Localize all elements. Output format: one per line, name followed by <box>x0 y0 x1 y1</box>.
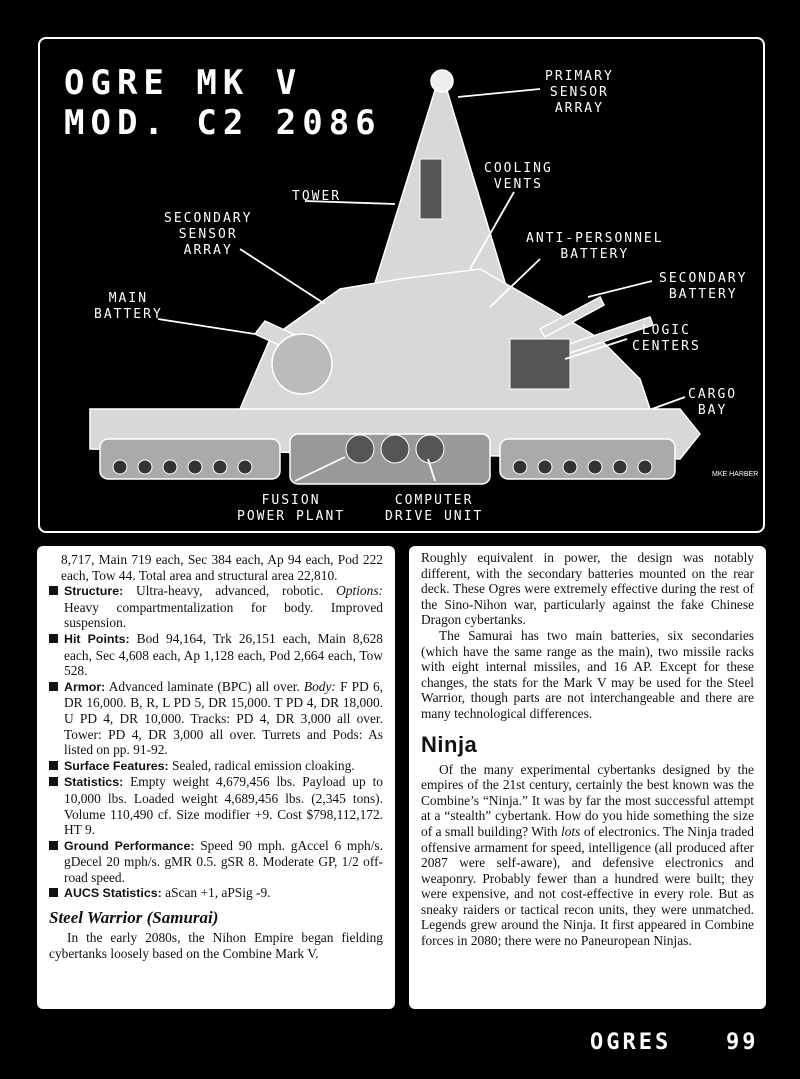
stats-label: Ground Performance: <box>64 838 195 853</box>
callout-primary-sensor-array: PRIMARY SENSOR ARRAY <box>545 69 614 116</box>
stats-label: Hit Points: <box>64 631 130 646</box>
callout-anti-personnel-battery: ANTI-PERSONNEL BATTERY <box>526 231 664 262</box>
stats-item: Statistics: Empty weight 4,679,456 lbs. Payload up to 10,000 lbs. Loaded weight 4,689,456 lbs. (2,345 tons). Volume 110,490 cf. Size modifier +9. Cost $798,112,172. HT 9. <box>49 774 383 837</box>
steel-warrior-paragraph: In the early 2080s, the Nihon Empire began fielding cybertanks loosely based on the Combine Mark V. <box>49 930 383 961</box>
illustration-panel <box>38 37 765 533</box>
main-battery-turret <box>272 334 332 394</box>
callout-main-battery: MAIN BATTERY <box>94 291 163 322</box>
stats-item: Structure: Ultra-heavy, advanced, robotic. Options: Heavy compartmentalization for body. Improved suspension. <box>49 583 383 631</box>
callout-cargo-bay: CARGO BAY <box>688 387 738 418</box>
callout-tower: TOWER <box>292 189 342 204</box>
callout-computer-drive-unit: COMPUTER DRIVE UNIT <box>385 493 484 524</box>
callout-fusion-power-plant: FUSION POWER PLANT <box>237 493 346 524</box>
illustration-title-line1: OGRE MK V <box>64 63 303 103</box>
samurai-paragraph-2: The Samurai has two main batteries, six secondaries (which have the same range as the main), two missile racks with eight internal missiles, and 16 AP. Except for these changes, the stats for the Mark V may be used for the Steel Warrior, though parts are not interchangeable and there are many technological differences. <box>421 627 754 721</box>
bullet-square-icon <box>49 586 58 595</box>
callout-logic-centers: LOGIC CENTERS <box>632 323 701 354</box>
callout-cooling-vents: COOLING VENTS <box>484 161 553 192</box>
bullet-square-icon <box>49 761 58 770</box>
callout-secondary-sensor-array: SECONDARY SENSOR ARRAY <box>164 211 253 258</box>
fusion-reactor-core <box>381 435 409 463</box>
stats-label: Structure: <box>64 584 124 599</box>
stats-item: Ground Performance: Speed 90 mph. gAccel 6 mph/s. gDecel 20 mph/s. gMR 0.5. gSR 8. Moderate GP, 1/2 off-road speed. <box>49 838 383 886</box>
bullet-square-icon <box>49 682 58 691</box>
logic-center-block <box>510 339 570 389</box>
stats-item: Hit Points: Bod 94,164, Trk 26,151 each, Main 8,628 each, Sec 4,608 each, Ap 1,128 each, Pod 2,664 each, Tow 528. <box>49 631 383 679</box>
artist-signature: MKE HARBER <box>712 471 759 478</box>
stats-list <box>49 583 383 902</box>
cooling-vent-slot <box>420 159 442 219</box>
bullet-square-icon <box>49 777 58 786</box>
ninja-heading: Ninja <box>421 731 478 757</box>
stats-label: AUCS Statistics: <box>64 886 162 901</box>
ninja-paragraph: Of the many experimental cybertanks designed by the empires of the 21st century, certainly the best known was the Combine’s “Ninja.” It was by far the most successful attempt at a “stealth” cybertank. How do you hide something the size of a small building? With lots of electronics. The Ninja traded offensive armament for speed, intelligence (all produced after 2087 were self-aware), and defensive electronics and weaponry. Probably fewer than a hundred were built; they were expensive, and not cost-effective in every role. But as sneaky raiders or tactical recon units, they were unmatched. Legends grew around the Ninja. It first appeared in Combine forces in 2080; there were no Paneuropean Ninjas. <box>421 761 754 949</box>
stats-label: Statistics: <box>64 775 124 790</box>
steel-warrior-heading: Steel Warrior (Samurai) <box>49 908 219 928</box>
illustration-title-line2: MOD. C2 2086 <box>64 103 382 143</box>
fusion-reactor-core <box>416 435 444 463</box>
page-number: 99 <box>726 1030 759 1055</box>
callout-secondary-battery: SECONDARY BATTERY <box>659 271 748 302</box>
bullet-square-icon <box>49 888 58 897</box>
bullet-square-icon <box>49 634 58 643</box>
left-text-column <box>37 546 395 1009</box>
footer-section-name: OGRES <box>590 1030 672 1055</box>
bullet-square-icon <box>49 841 58 850</box>
stats-item: Surface Features: Sealed, radical emission cloaking. <box>49 758 383 775</box>
fusion-reactor-core <box>346 435 374 463</box>
stats-item: AUCS Statistics: aScan +1, aPSig -9. <box>49 885 383 902</box>
stats-label: Surface Features: <box>64 758 169 773</box>
primary-sensor-dome <box>431 70 453 92</box>
stats-item: Armor: Advanced laminate (BPC) all over. Body: F PD 6, DR 16,000. B, R, L PD 5, DR 15,000. T PD 4, DR 18,000. U PD 4, DR 10,000. Tracks: PD 4, DR 3,000 all over. Tower: PD 4, DR 3,000 all over. Turrets and Pods: As listed on pp. 91-92. <box>49 679 383 758</box>
stats-lead-paragraph: 8,717, Main 719 each, Sec 384 each, Ap 94 each, Pod 222 each, Tow 44. Total area and structural area 22,810. <box>61 552 383 583</box>
track-unit <box>100 439 280 479</box>
samurai-paragraph-1: Roughly equivalent in power, the design was notably different, with the secondary batteries mounted on the rear deck. These Ogres were extremely effective during the rest of the Sino-Nihon war, particularly against the fake Chinese Dragon cybertanks. <box>421 550 754 628</box>
right-text-column <box>409 546 766 1009</box>
stats-label: Armor: <box>64 679 106 694</box>
